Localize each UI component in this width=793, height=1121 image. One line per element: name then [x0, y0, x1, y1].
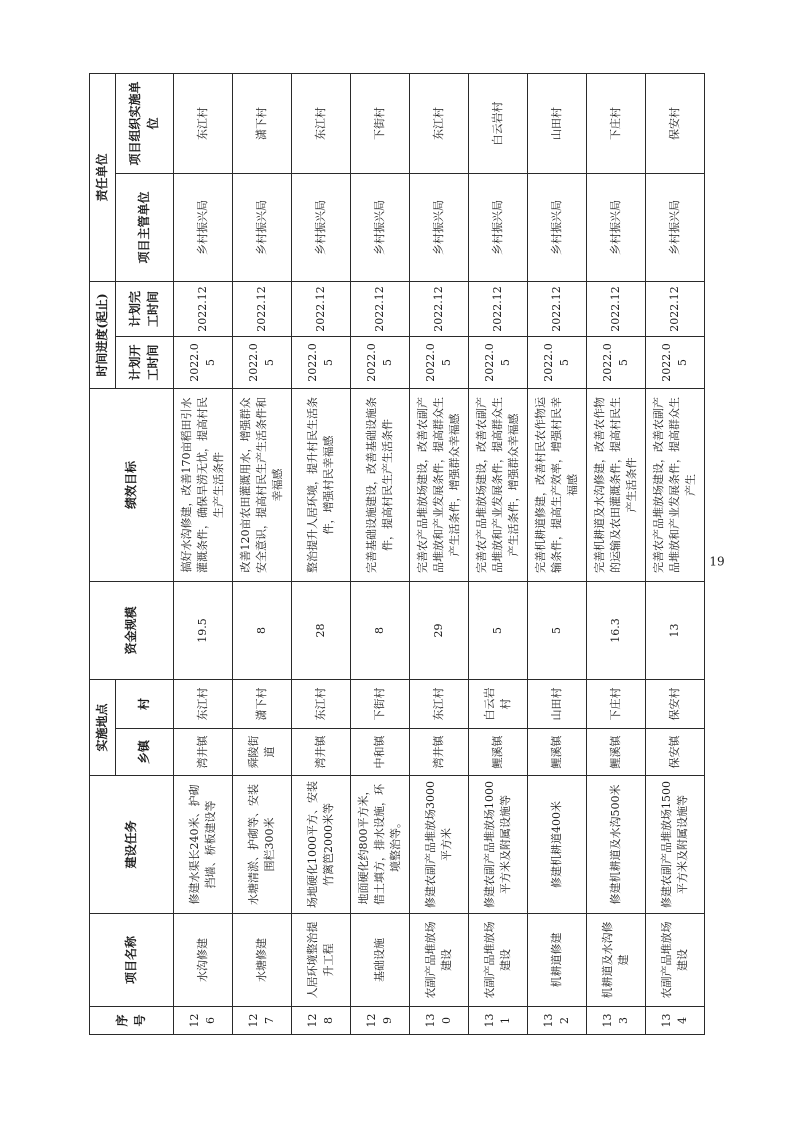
cell-start: 2022.05: [233, 336, 292, 388]
header-row-1: [90, 73, 116, 1034]
cell-seq: 133: [587, 1007, 646, 1035]
cell-dept: 乡村振兴局: [528, 173, 587, 281]
cell-finish: 2022.12: [233, 281, 292, 336]
cell-funds: 8: [233, 581, 292, 679]
cell-task: 修建农副产品堆放场1500平方米及附属设施等: [646, 776, 705, 914]
cell-goal: 搞好水沟修建，改善170亩稻田引水灌溉条件，确保旱涝无忧，提高村民生产生活条件: [174, 388, 233, 581]
cell-dept: 乡村振兴局: [292, 173, 351, 281]
cell-finish: 2022.12: [646, 281, 705, 336]
header-goal: 绩效目标: [90, 388, 174, 581]
header-start: 计划开工时间: [116, 336, 174, 388]
header-village: 村: [116, 679, 174, 728]
cell-village: 潇下村: [233, 679, 292, 728]
cell-task: 修建水渠长240米、护砌挡墙、桥板建设等: [174, 776, 233, 914]
cell-town: 鲤溪镇: [528, 729, 587, 776]
cell-finish: 2022.12: [410, 281, 469, 336]
cell-goal: 整治提升人居环境，提升村民生活条件，增强村民幸福感: [292, 388, 351, 581]
cell-village: 下庄村: [587, 679, 646, 728]
cell-finish: 2022.12: [469, 281, 528, 336]
cell-village: 东江村: [292, 679, 351, 728]
cell-task: 修建农副产品堆放场1000平方米及附属设施等: [469, 776, 528, 914]
cell-task: 修建机耕道400米: [528, 776, 587, 914]
cell-village: 东江村: [174, 679, 233, 728]
table-row: [646, 73, 705, 1034]
cell-start: 2022.05: [174, 336, 233, 388]
cell-name: 水沟修建: [174, 914, 233, 1007]
cell-org: 白云岩村: [469, 73, 528, 173]
cell-dept: 乡村振兴局: [587, 173, 646, 281]
header-schedule: 时间进度(起止): [90, 281, 116, 388]
cell-org: 东江村: [410, 73, 469, 173]
cell-start: 2022.05: [587, 336, 646, 388]
cell-town: 湾井镇: [174, 729, 233, 776]
cell-start: 2022.05: [410, 336, 469, 388]
cell-task: 修建机耕道及水沟500米: [587, 776, 646, 914]
table-row: [528, 73, 587, 1034]
cell-seq: 130: [410, 1007, 469, 1035]
cell-town: 鲤溪镇: [469, 729, 528, 776]
cell-dept: 乡村振兴局: [646, 173, 705, 281]
cell-dept: 乡村振兴局: [233, 173, 292, 281]
header-finish: 计划完工时间: [116, 281, 174, 336]
cell-funds: 5: [528, 581, 587, 679]
cell-seq: 132: [528, 1007, 587, 1035]
header-funds: 资金规模: [90, 581, 174, 679]
cell-goal: 完善农产品堆放场建设，改善农副产品堆放和产业发展条件，提高群众生产生活条件，增强群众幸福感: [410, 388, 469, 581]
cell-town: 湾井镇: [292, 729, 351, 776]
cell-funds: 28: [292, 581, 351, 679]
cell-finish: 2022.12: [587, 281, 646, 336]
table-row: [233, 73, 292, 1034]
cell-org: 山田村: [528, 73, 587, 173]
cell-name: 农副产品堆放场建设: [646, 914, 705, 1007]
cell-org: 保安村: [646, 73, 705, 173]
cell-start: 2022.05: [469, 336, 528, 388]
header-task: 建设任务: [90, 776, 174, 914]
table-row: [587, 73, 646, 1034]
cell-org: 东江村: [292, 73, 351, 173]
cell-name: 基础设施: [351, 914, 410, 1007]
cell-village: 保安村: [646, 679, 705, 728]
cell-seq: 134: [646, 1007, 705, 1035]
cell-start: 2022.05: [646, 336, 705, 388]
cell-goal: 完善机耕道及水沟修建，改善农作物的运输及农田灌溉条件，提高村民生产生活条件: [587, 388, 646, 581]
cell-start: 2022.05: [292, 336, 351, 388]
header-name: 项目名称: [90, 914, 174, 1007]
header-dept: 项目主管单位: [116, 173, 174, 281]
cell-seq: 131: [469, 1007, 528, 1035]
cell-dept: 乡村振兴局: [410, 173, 469, 281]
cell-town: 保安镇: [646, 729, 705, 776]
cell-goal: 完善基础设施建设，改善基础设施条件，提高村民生产生活条件: [351, 388, 410, 581]
header-seq: 序号: [90, 1007, 174, 1035]
cell-funds: 29: [410, 581, 469, 679]
cell-task: 地面硬化约800平方米，借土填方，排水设施，环境整治等。: [351, 776, 410, 914]
cell-funds: 8: [351, 581, 410, 679]
cell-village: 山田村: [528, 679, 587, 728]
cell-goal: 完善机耕道修建，改善村民农作物运输条件，提高生产效率，增强村民幸福感: [528, 388, 587, 581]
cell-village: 东江村: [410, 679, 469, 728]
cell-start: 2022.05: [528, 336, 587, 388]
cell-village: 下街村: [351, 679, 410, 728]
cell-name: 机耕道修建: [528, 914, 587, 1007]
table-row: [174, 73, 233, 1034]
cell-org: 潇下村: [233, 73, 292, 173]
cell-finish: 2022.12: [292, 281, 351, 336]
project-table: [89, 73, 705, 1035]
table-row: [469, 73, 528, 1034]
cell-finish: 2022.12: [174, 281, 233, 336]
header-location: 实施地点: [90, 679, 116, 775]
cell-funds: 13: [646, 581, 705, 679]
cell-goal: 改善120亩农田灌溉用水，增强群众安全意识，提高村民生产生活条件和幸福感: [233, 388, 292, 581]
cell-seq: 126: [174, 1007, 233, 1035]
cell-funds: 16.3: [587, 581, 646, 679]
cell-finish: 2022.12: [351, 281, 410, 336]
header-org: 项目组织实施单位: [116, 73, 174, 173]
header-resp: 责任单位: [90, 73, 116, 281]
cell-town: 湾井镇: [410, 729, 469, 776]
page-number: 19: [709, 554, 725, 569]
cell-name: 水塘修建: [233, 914, 292, 1007]
cell-seq: 129: [351, 1007, 410, 1035]
cell-funds: 5: [469, 581, 528, 679]
cell-name: 农副产品堆放场建设: [410, 914, 469, 1007]
table-row: [351, 73, 410, 1034]
cell-finish: 2022.12: [528, 281, 587, 336]
cell-town: 鲤溪镇: [587, 729, 646, 776]
cell-dept: 乡村振兴局: [351, 173, 410, 281]
cell-dept: 乡村振兴局: [469, 173, 528, 281]
cell-task: 场地硬化1000平方、安装竹篱笆2000米等: [292, 776, 351, 914]
cell-goal: 完善农产品堆放场建设，改善农副产品堆放和产业发展条件，提高群众生产生活条件，增强群众幸福感: [469, 388, 528, 581]
cell-task: 修建农副产品堆放场3000平方米: [410, 776, 469, 914]
cell-dept: 乡村振兴局: [174, 173, 233, 281]
cell-goal: 完善农产品堆放场建设，改善农副产品堆放和产业发展条件，提高群众生产生: [646, 388, 705, 581]
cell-seq: 127: [233, 1007, 292, 1035]
cell-org: 下庄村: [587, 73, 646, 173]
cell-start: 2022.05: [351, 336, 410, 388]
cell-org: 下街村: [351, 73, 410, 173]
cell-town: 舜陵街道: [233, 729, 292, 776]
cell-name: 人居环境整治提升工程: [292, 914, 351, 1007]
cell-seq: 128: [292, 1007, 351, 1035]
cell-village: 白云岩村: [469, 679, 528, 728]
cell-org: 东江村: [174, 73, 233, 173]
cell-town: 中和镇: [351, 729, 410, 776]
cell-funds: 19.5: [174, 581, 233, 679]
cell-task: 水塘清淤、护砌等、安装围栏300米: [233, 776, 292, 914]
cell-name: 农副产品堆放场建设: [469, 914, 528, 1007]
cell-name: 机耕道及水沟修建: [587, 914, 646, 1007]
header-town: 乡镇: [116, 729, 174, 776]
table-row: [292, 73, 351, 1034]
table-row: [410, 73, 469, 1034]
